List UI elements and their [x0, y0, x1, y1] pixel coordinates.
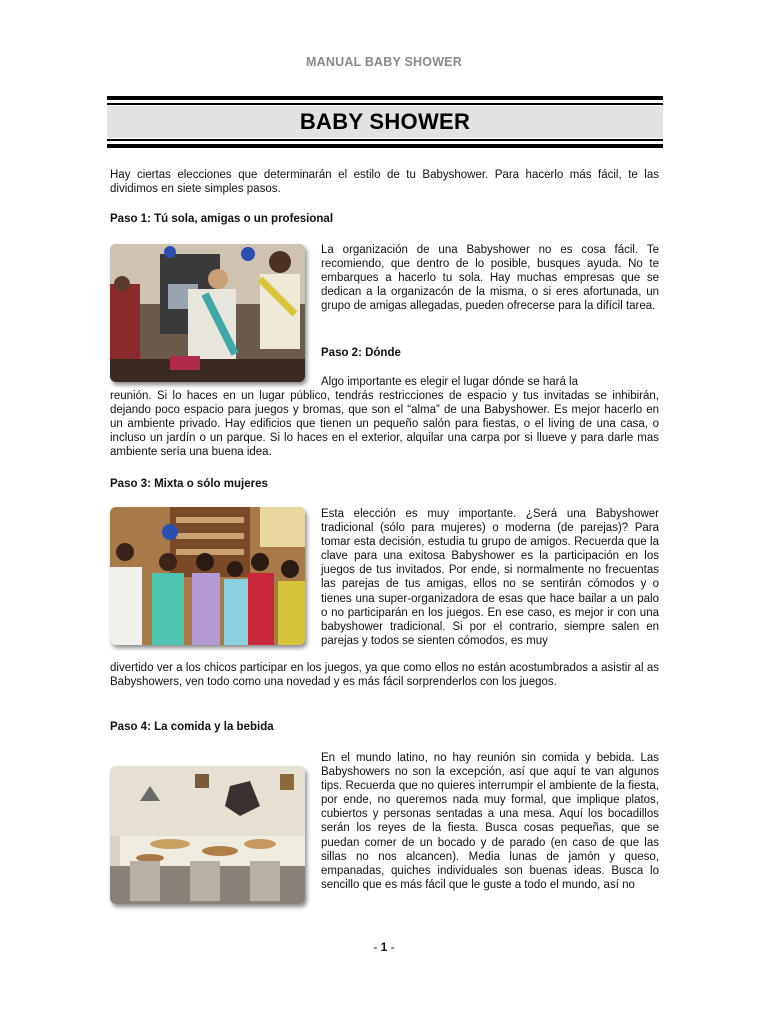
section-heading-paso-1: Paso 1: Tú sola, amigas o un profesional: [110, 213, 334, 225]
title-rule: [107, 96, 663, 100]
paragraph-paso-3: Esta elección es muy importante. ¿Será una Babyshower tradicional (sólo para mujeres) o moderna (de parejas)? Para tomar esta decisión, estudia tu grupo de amigos. Recuerda que la clave para una exitosa Babyshower es la participación en los juegos de tus invitados. Por ende, si normalmente no frecuentas las parejas de tus amigas, ellos no se sentirán cómodos y o tienes una super-organizadora de esas que hace bailar a un palo o no participarán en los juegos. En ese caso, es mejor ir con una babyshower tradicional. Si por el contrario, siempre salen en parejas y todos se sienten cómodos, es muy: [321, 508, 659, 647]
page-number: [0, 940, 768, 954]
section-heading-paso-3: Paso 3: Mixta o sólo mujeres: [110, 478, 268, 490]
photo-paso-4: [110, 766, 305, 904]
photo-paso-3: [110, 507, 305, 645]
title-rule: [107, 144, 663, 148]
page-title: BABY SHOWER: [107, 106, 663, 138]
paragraph-paso-1: La organización de una Babyshower no es cosa fácil. Te recomiendo, que dentro de lo posible, busques ayuda. No te embarques a hacerlo tu sola. Hay muchas empresas que se dedican a la organizacón de la misma, o si eres afortunada, un grupo de amigas allegadas, pueden ofrecerse para la difícil tarea.: [321, 244, 659, 313]
title-rule: [107, 139, 663, 141]
section-heading-paso-2: Paso 2: Dónde: [321, 347, 401, 359]
paragraph-paso-2-continued: reunión. Si lo haces en un lugar público, tendrás restricciones de espacio y tus invitadas se inhibirán, dejando poco espacio para juegos y bromas, que son el “alma” de una Babyshower. Es mejor hacerlo en un ambiente privado. Hay edificios que tienen un pequeño salón para fiestas, o el living de una casa, o incluso un jardín o un parque. Si lo haces en el exterior, alquilar una carpa por si llueve y para darle mas ambiente sería una buena idea.: [110, 390, 659, 459]
paragraph-paso-2-start: Algo importante es elegir el lugar dónde se hará la: [321, 376, 578, 388]
intro-paragraph: Hay ciertas elecciones que determinarán el estilo de tu Babyshower. Para hacerlo más fácil, te las dividimos en siete simples pasos.: [110, 169, 659, 196]
running-header: MANUAL BABY SHOWER: [306, 55, 462, 69]
page-prefix: -: [373, 940, 381, 954]
photo-paso-1: [110, 244, 305, 382]
paragraph-paso-4: En el mundo latino, no hay reunión sin comida y bebida. Las Babyshowers no son la excepción, así que aquí te van algunos tips. Recuerda que no quieres interrumpir el ambiente de la fiesta, por ende, no queremos nada muy formal, que implique platos, cubiertos y personas sentadas a una mesa. Aquí los bocadillos serán los reyes de la fiesta. Busca cosas pequeñas, que se puedan comer de un bocado y de parado (en caso de que las sillas no nos alcancen). Media lunas de jamón y queso, empanadas, quiches individuales son buenas ideas. Busca lo sencillo que es más fácil que le guste a todo el mundo, así no: [321, 752, 659, 891]
page-number-value: 1: [380, 940, 388, 954]
title-rule: [107, 103, 663, 105]
paragraph-paso-3-continued: divertido ver a los chicos participar en los juegos, ya que como ellos no están acostumbrados a asistir al as Babyshowers, ven todo como una novedad y es más fácil sorprenderlos con los juegos.: [110, 662, 659, 689]
title-banner: [107, 96, 663, 152]
section-heading-paso-4: Paso 4: La comida y la bebida: [110, 721, 274, 733]
page-suffix: -: [387, 940, 395, 954]
